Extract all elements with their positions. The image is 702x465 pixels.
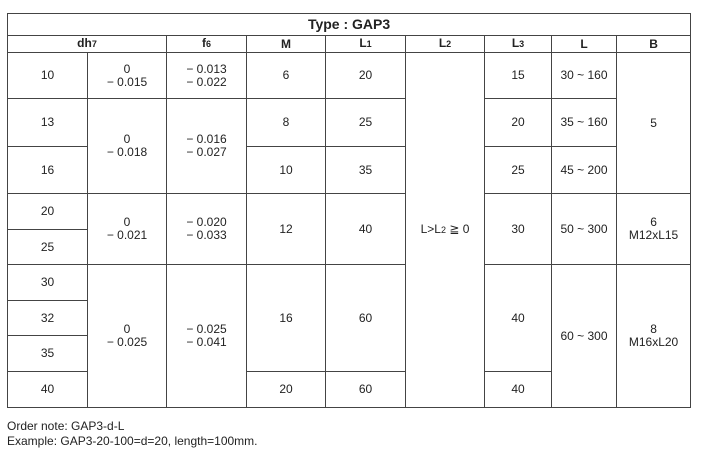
cell-l3: 40: [485, 265, 552, 372]
tol-lower: − 0.021: [106, 228, 148, 242]
b-line1: 6: [650, 215, 657, 229]
header-m: [247, 36, 326, 53]
header-f6-base: f: [201, 36, 206, 50]
cell-d: 32: [8, 301, 88, 336]
cell-l2: [406, 53, 485, 408]
cell-d: 35: [8, 336, 88, 372]
header-l3: [485, 36, 552, 53]
cell-d: 25: [8, 230, 88, 265]
b-line1: 5: [650, 115, 657, 130]
cell-l1: 20: [326, 53, 406, 99]
cell-dh7-tol: [88, 99, 167, 194]
cell-l: 50 ~ 300: [552, 194, 617, 265]
cell-l1: 60: [326, 372, 406, 408]
cell-dh7-tol: [88, 265, 167, 408]
cell-m: 16: [247, 265, 326, 372]
tol-lower: − 0.025: [106, 335, 148, 349]
header-dh7: [8, 36, 167, 53]
tol-upper: 0: [123, 322, 131, 336]
l2-rest: ≧ 0: [445, 222, 470, 236]
cell-d: 20: [8, 194, 88, 230]
cell-d: 16: [8, 147, 88, 194]
cell-m: 12: [247, 194, 326, 265]
tol-upper: − 0.016: [186, 132, 227, 146]
header-l3-sub: 3: [519, 39, 525, 49]
cell-d: 10: [8, 53, 88, 99]
tol-lower: − 0.018: [106, 145, 148, 159]
header-m-base: M: [281, 36, 291, 51]
header-l2: [406, 36, 485, 53]
cell-m: 6: [247, 53, 326, 99]
cell-l: 60 ~ 300: [552, 265, 617, 408]
cell-l1: 60: [326, 265, 406, 372]
l2-base: L>L: [420, 222, 441, 236]
header-l1-sub: 1: [366, 39, 372, 49]
tol-upper: − 0.020: [186, 215, 227, 229]
header-l3-base: L: [511, 36, 520, 50]
header-l2-base: L: [438, 36, 447, 50]
order-note: Order note: GAP3-d-L: [7, 419, 125, 433]
tol-lower: − 0.022: [186, 74, 227, 89]
tol-upper: − 0.025: [186, 322, 227, 336]
header-l: [552, 36, 617, 53]
cell-b: [617, 194, 691, 265]
cell-d: 30: [8, 265, 88, 301]
cell-l: 45 ~ 200: [552, 147, 617, 194]
cell-l3: 15: [485, 53, 552, 99]
header-dh7-base: dh: [77, 36, 92, 50]
cell-l3: 30: [485, 194, 552, 265]
cell-m: 8: [247, 99, 326, 147]
header-l2-sub: 2: [446, 39, 452, 49]
header-dh7-sub: 7: [91, 39, 97, 49]
l2-sub: 2: [440, 225, 446, 235]
cell-l1: 40: [326, 194, 406, 265]
tol-upper: 0: [123, 215, 131, 229]
cell-m: 20: [247, 372, 326, 408]
cell-m: 10: [247, 147, 326, 194]
cell-l: 35 ~ 160: [552, 99, 617, 147]
header-l1: [326, 36, 406, 53]
cell-l3: 40: [485, 372, 552, 408]
cell-f6-tol: [167, 265, 247, 408]
header-l-base: L: [580, 36, 588, 51]
cell-d: 40: [8, 372, 88, 408]
tol-upper: 0: [123, 132, 131, 146]
cell-l3: 20: [485, 99, 552, 147]
tol-upper: − 0.013: [186, 61, 227, 76]
header-f6: [167, 36, 247, 53]
cell-d: 13: [8, 99, 88, 147]
cell-dh7-tol: [88, 53, 167, 99]
cell-l3: 25: [485, 147, 552, 194]
tol-lower: − 0.027: [186, 145, 227, 159]
notes: [7, 419, 258, 449]
cell-f6-tol: [167, 53, 247, 99]
spec-table: [7, 13, 691, 408]
cell-l1: 35: [326, 147, 406, 194]
cell-f6-tol: [167, 194, 247, 265]
b-line2: M12xL15: [628, 228, 679, 242]
table-title: Type : GAP3: [8, 14, 691, 36]
cell-dh7-tol: [88, 194, 167, 265]
example-note: Example: GAP3-20-100=d=20, length=100mm.: [7, 434, 258, 448]
tol-upper: 0: [123, 61, 131, 76]
header-b: [617, 36, 691, 53]
cell-b: [617, 265, 691, 408]
cell-l1: 25: [326, 99, 406, 147]
cell-f6-tol: [167, 99, 247, 194]
header-f6-sub: 6: [205, 39, 211, 49]
cell-l: 30 ~ 160: [552, 53, 617, 99]
tol-lower: − 0.015: [106, 74, 148, 89]
tol-lower: − 0.041: [186, 335, 227, 349]
b-line2: M16xL20: [628, 335, 679, 349]
tol-lower: − 0.033: [186, 228, 227, 242]
b-line1: 8: [650, 322, 657, 336]
header-b-base: B: [649, 36, 658, 51]
cell-b: [617, 53, 691, 194]
header-l1-base: L: [359, 36, 367, 50]
